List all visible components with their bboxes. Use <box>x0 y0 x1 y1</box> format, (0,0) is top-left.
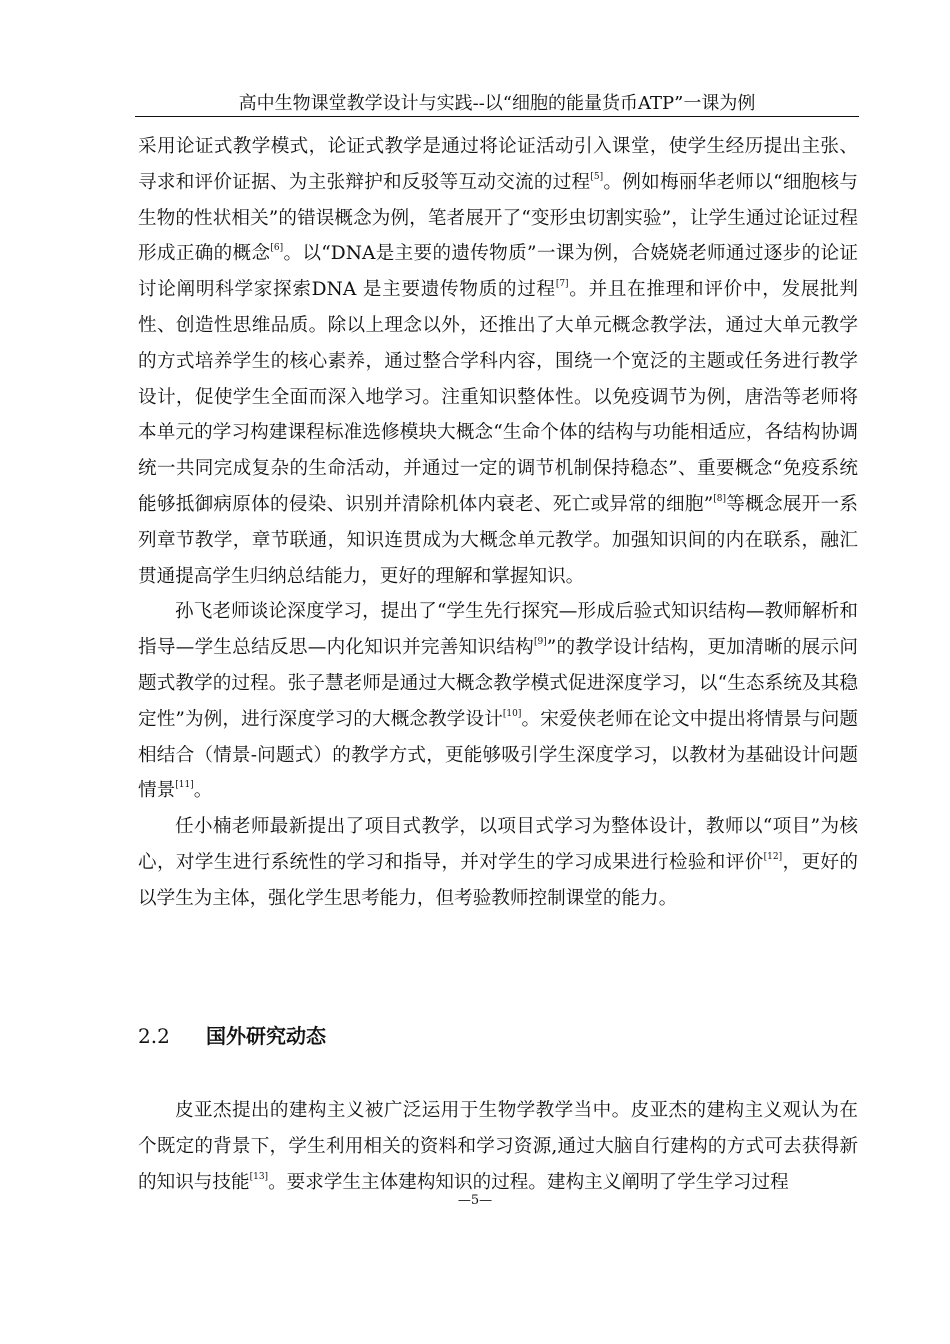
paragraph-text: 。 <box>193 780 213 802</box>
paragraph-text: ”的教学设计结构，更加清晰的展示问题式教学的过程。张子慧老师是通过大概念教学模式促进深度学习，以“生态系统及其稳定性”为例，进行深度学习的大概念教学设计 <box>138 637 858 730</box>
section-number: 2.2 <box>138 1024 170 1048</box>
citation-ref[interactable]: [12] <box>763 851 783 862</box>
paragraph-text: 。并且在推理和评价中，发展批判性、创造性思维品质。除以上理念以外，还推出了大单元概念教学法，通过大单元教学的方式培养学生的核心素养，通过整合学科内容，围绕一个宽泛的主题或任务进行教学设计，促使学生全面而深入地学习。注重知识整体性。以免疫调节为例，唐浩等老师将本单元的学习构建课程标准选修模块大概念“生命个体的结构与功能相适应，各结构协调统一共同完成复杂的生命活动，并通过一定的调节机制保持稳态”、重要概念“免疫系统能够抵御病原体的侵染、识别并清除机体内衰老、死亡或异常的细胞” <box>138 279 858 515</box>
paragraph <box>138 809 858 916</box>
citation-ref[interactable]: [11] <box>175 780 194 791</box>
paragraph <box>138 129 858 594</box>
main-text-block <box>138 129 858 917</box>
section-text-block <box>138 1093 858 1200</box>
paragraph-text: ，更好的以学生为主体，强化学生思考能力，但考验教师控制课堂的能力。 <box>138 851 858 909</box>
section-heading <box>138 1020 858 1052</box>
section-title: 国外研究动态 <box>206 1024 326 1048</box>
paragraph-text: 采用论证式教学模式，论证式教学是通过将论证活动引入课堂，使学生经历提出主张、寻求和评价证据、为主张辩护和反驳等互动交流的过程 <box>138 136 858 193</box>
paragraph-text: 。以“DNA是主要的遗传物质”一课为例，合娆娆老师通过逐步的论证讨论阐明科学家探索DNA 是主要遗传物质的过程 <box>138 243 858 301</box>
paragraph-text: 皮亚杰提出的建构主义被广泛运用于生物学教学当中。皮亚杰的建构主义观认为在个既定的背景下，学生利用相关的资料和学习资源,通过大脑自行建构的方式可去获得新的知识与技能 <box>138 1100 858 1193</box>
citation-ref[interactable]: [13] <box>249 1171 269 1182</box>
paragraph-text: 。例如梅丽华老师以“细胞核与生物的性状相关”的错误概念为例，笔者展开了“变形虫切割实验”，让学生通过论证过程形成正确的概念 <box>138 171 858 265</box>
paragraph-text: 。要求学生主体建构知识的过程。建构主义阐明了学生学习过程 <box>268 1171 789 1193</box>
paragraph <box>138 1093 858 1200</box>
citation-ref[interactable]: [10] <box>502 708 522 719</box>
header-rule <box>135 116 859 117</box>
page-number: —5— <box>457 1193 493 1208</box>
paragraph-text: 任小楠老师最新提出了项目式教学，以项目式学习为整体设计，教师以“项目”为核心，对学生进行系统性的学习和指导，并对学生的学习成果进行检验和评价 <box>138 816 858 873</box>
paragraph-text: 孙飞老师谈论深度学习，提出了“学生先行探究—形成后验式知识结构—教师解析和指导—学生总结反思—内化知识并完善知识结构 <box>138 601 858 659</box>
citation-ref[interactable]: [5] <box>590 171 604 182</box>
running-header: 高中生物课堂教学设计与实践--以“细胞的能量货币ATP”一课为例 <box>238 93 756 114</box>
paragraph-text: 。宋爱侠老师在论文中提出将情景与问题相结合（情景-问题式）的教学方式，更能够吸引学生深度学习，以教材为基础设计问题情景 <box>138 708 858 802</box>
paragraph <box>138 594 858 809</box>
citation-ref[interactable]: [9] <box>534 637 547 648</box>
citation-ref[interactable]: [8] <box>713 493 726 504</box>
citation-ref[interactable]: [6] <box>270 243 284 254</box>
citation-ref[interactable]: [7] <box>555 279 569 290</box>
paragraph-text: 等概念展开一系列章节教学，章节联通，知识连贯成为大概念单元教学。加强知识间的内在联系，融汇贯通提高学生归纳总结能力，更好的理解和掌握知识。 <box>138 493 858 587</box>
